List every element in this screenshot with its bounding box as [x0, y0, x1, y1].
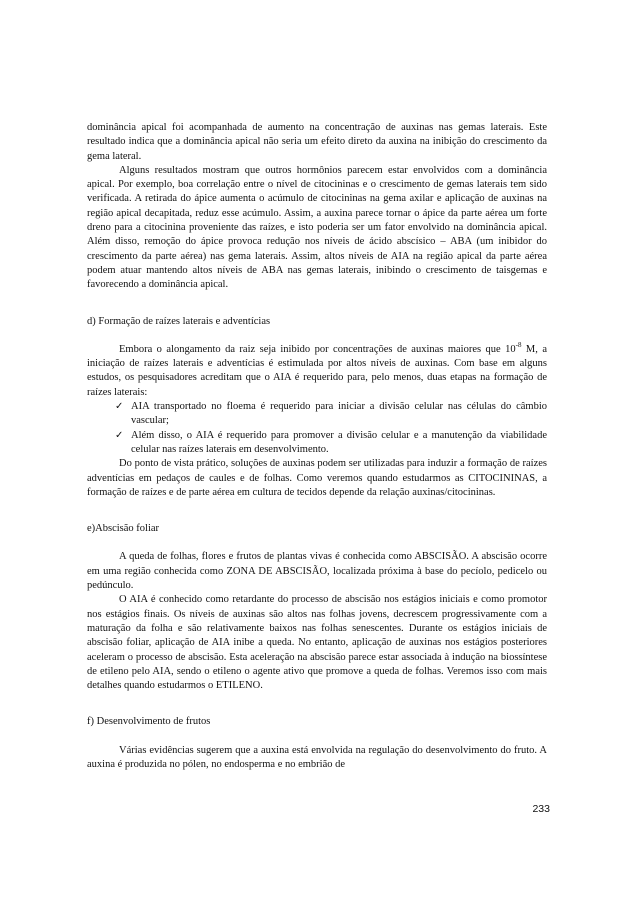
spacer	[87, 329, 547, 343]
paragraph-root-formation	[87, 340, 547, 400]
checklist	[87, 400, 547, 457]
spacer	[87, 536, 547, 550]
root-formation-text-start: Embora o alongamento da raiz seja inibido por concentrações de auxinas maiores que	[119, 343, 501, 355]
root-formation-text-rest: M, a iniciação de raízes laterais e adventícias é estimulada por altos níveis de auxinas. Com base em alguns estudos, os pesquisadores acreditam que o AIA é requerido para, pelo menos, duas etapas na formação de raízes laterais:	[87, 343, 547, 398]
paragraph-practical-use: Do ponto de vista prático, soluções de auxinas podem ser utilizadas para induzir a formação de raízes adventícias em pedaços de caules e de folhas. Como veremos quando estudarmos as CITOCININAS, a formação de raízes e de parte aérea em cultura de tecidos depende da relação auxinas/citocininas.	[87, 458, 547, 498]
check-icon: ✓	[115, 401, 124, 413]
document-body	[87, 121, 547, 772]
list-item-text: Além disso, o AIA é requerido para promover a divisão celular e a manutenção da viabilidade celular nas raízes laterais em desenvolvimento.	[131, 429, 547, 455]
list-item	[115, 429, 547, 458]
spacer	[87, 293, 547, 315]
paragraph-abscission-definition: A queda de folhas, flores e frutos de plantas vivas é conhecida como ABSCISÃO. A abscisão ocorre em uma região conhecida como ZONA DE ABSCISÃO, localizada próxima à base do pecíolo, pedicelo ou pedúnculo.	[87, 551, 547, 592]
paragraph-aia-abscission: O AIA é conhecido como retardante do processo de abscisão nos estágios iniciais e como promotor nos estágios finais. Os níveis de auxinas são altos nas folhas jovens, decrescem progressivamente com a maturação da folha e são relativamente baixos nas folhas senescentes. Durante os estágios iniciais de abscisão foliar, aplicação de AIA inibe a queda. No entanto, aplicação de auxinas nos estágios posteriores aceleram o processo de abscisão. Esta aceleração na abscisão parece estar associada à indução na biossíntese de etileno pelo AIA, sendo o etileno o agente ativo que promove a queda de folhas. Veremos isso com mais detalhes quando estudarmos o ETILENO.	[87, 594, 547, 692]
paragraph-apical-dominance-end: dominância apical foi acompanhada de aumento na concentração de auxinas nas gemas laterais. Este resultado indica que a dominância apical não seria um efeito direto da auxina na inibição do crescimento da gema lateral.	[87, 122, 547, 162]
section-heading-f: f) Desenvolvimento de frutos	[87, 716, 211, 728]
section-heading-e: e)Abscisão foliar	[87, 523, 160, 535]
concentration-base: 10	[505, 343, 516, 355]
concentration-exponent: -8	[515, 340, 522, 349]
list-item	[115, 400, 547, 429]
spacer	[87, 500, 547, 522]
spacer	[87, 693, 547, 715]
spacer	[87, 730, 547, 744]
paragraph-other-hormones: Alguns resultados mostram que outros hormônios parecem estar envolvidos com a dominância apical. Por exemplo, boa correlação entre o nível de citocininas e o crescimento de gemas laterais tem sido verificada. A retirada do ápice aumenta o acúmulo de citocininas na gema axilar e aplicação de auxinas na região apical decapitada, reduz esse acúmulo. Assim, a auxina parece tornar o ápice da parte aérea um forte dreno para a citocinina proveniente das raízes, e isto poderia ser um fator envolvido na dominância apical. Além disso, remoção do ápice provoca redução nos níveis de ácido abscísico – ABA (um inibidor do crescimento da parte aérea) nas gema laterais. Assim, altos níveis de AIA na região apical da parte aérea podem atuar mantendo altos níveis de ABA nas gemas laterais, inibindo o crescimento de taisgemas e favorecendo a dominância apical.	[87, 164, 547, 291]
paragraph-fruit-development: Várias evidências sugerem que a auxina está envolvida na regulação do desenvolvimento do fruto. A auxina é produzida no pólen, no endosperma e no embrião de	[87, 744, 547, 770]
check-icon: ✓	[115, 429, 124, 441]
section-heading-d: d) Formação de raízes laterais e adventícias	[87, 315, 271, 327]
page-number: 233	[532, 803, 550, 815]
list-item-text: AIA transportado no floema é requerido para iniciar a divisão celular nas células do câmbio vascular;	[131, 401, 547, 427]
